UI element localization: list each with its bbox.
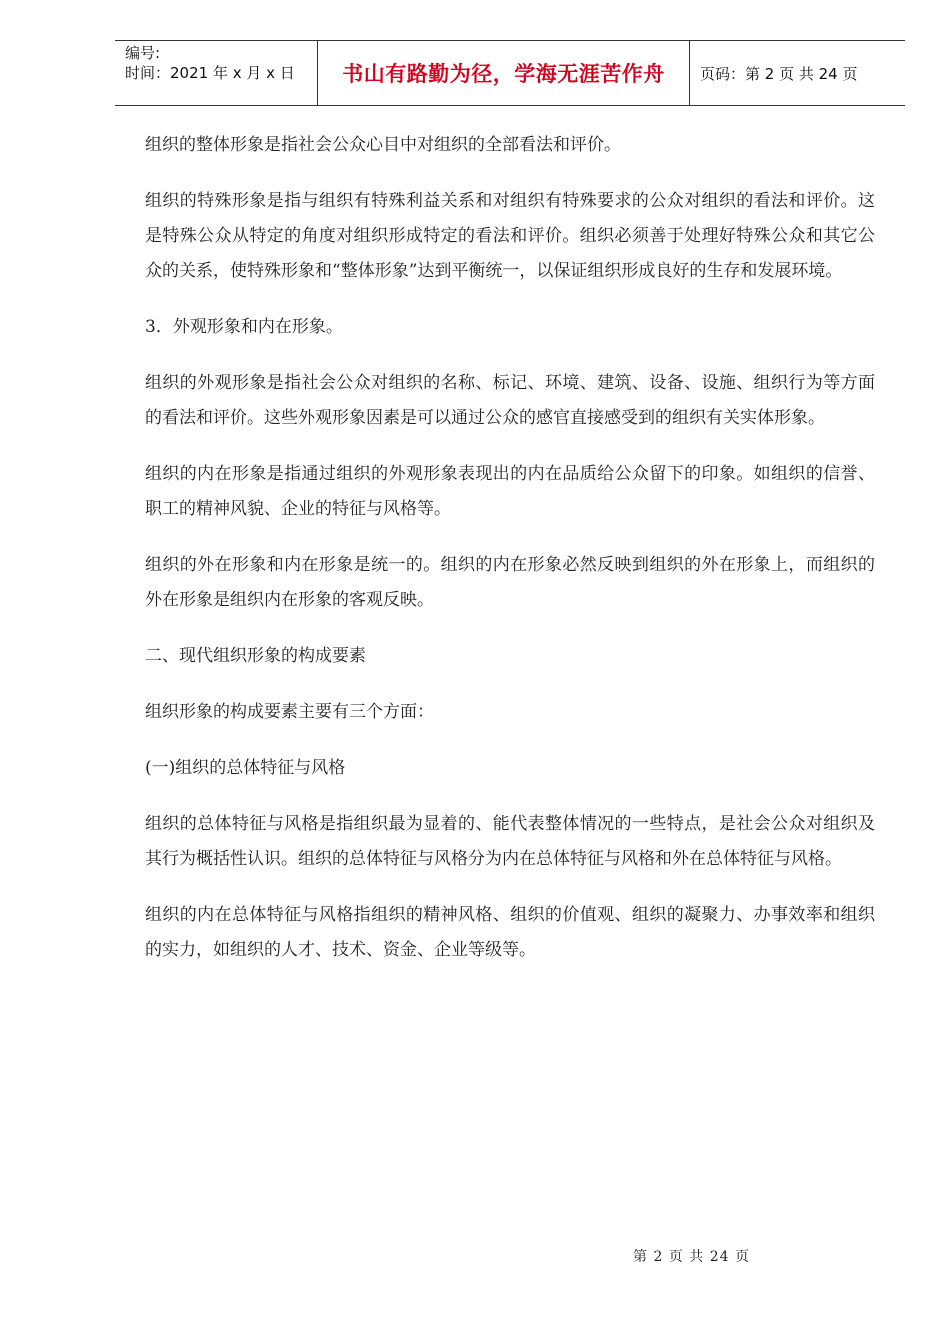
- page-header: [115, 40, 905, 106]
- paragraph: 组织的整体形象是指社会公众心目中对组织的全部看法和评价。: [145, 135, 621, 155]
- paragraph: 组织的内在形象是指通过组织的外观形象表现出的内在品质给公众留下的印象。如组织的信誉、职工的精神风貌、企业的特征与风格等。: [145, 464, 875, 519]
- header-meta: [115, 41, 317, 105]
- document-body: [145, 128, 875, 989]
- document-time-label: 时间：2021 年 x 月 x 日: [125, 64, 295, 82]
- paragraph: 组织形象的构成要素主要有三个方面：: [145, 702, 434, 722]
- paragraph: 组织的特殊形象是指与组织有特殊利益关系和对组织有特殊要求的公众对组织的看法和评价。这是特殊公众从特定的角度对组织形成特定的看法和评价。组织必须善于处理好特殊公众和其它公众的关系，使特殊形象和“整体形象”达到平衡统一，以保证组织形成良好的生存和发展环境。: [145, 191, 875, 281]
- section-heading: 3．外观形象和内在形象。: [145, 317, 343, 337]
- document-number-label: 编号:: [125, 44, 161, 62]
- header-motto: 书山有路勤为径，学海无涯苦作舟: [317, 41, 690, 105]
- paragraph: 组织的外观形象是指社会公众对组织的名称、标记、环境、建筑、设备、设施、组织行为等方面的看法和评价。这些外观形象因素是可以通过公众的感官直接感受到的组织有关实体形象。: [145, 373, 875, 428]
- paragraph: 组织的外在形象和内在形象是统一的。组织的内在形象必然反映到组织的外在形象上，而组织的外在形象是组织内在形象的客观反映。: [145, 555, 875, 610]
- header-page-info: 页码：第 2 页 共 24 页: [700, 64, 858, 83]
- section-heading: 二、现代组织形象的构成要素: [145, 646, 366, 666]
- paragraph: 组织的总体特征与风格是指组织最为显着的、能代表整体情况的一些特点，是社会公众对组织及其行为概括性认识。组织的总体特征与风格分为内在总体特征与风格和外在总体特征与风格。: [145, 814, 875, 869]
- page-footer: 第 2 页 共 24 页: [633, 1249, 750, 1265]
- paragraph: 组织的内在总体特征与风格指组织的精神风格、组织的价值观、组织的凝聚力、办事效率和组织的实力，如组织的人才、技术、资金、企业等级等。: [145, 905, 875, 960]
- subsection-heading: (一)组织的总体特征与风格: [145, 758, 346, 778]
